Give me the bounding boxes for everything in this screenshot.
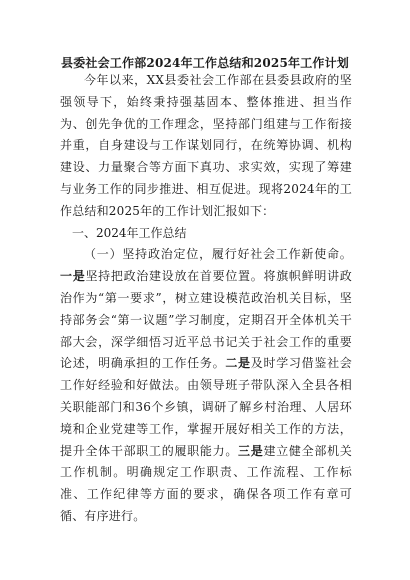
point3-label: 三是: [238, 443, 264, 458]
document-title: 县委社会工作部2024年工作总结和2025年工作计划: [61, 56, 349, 70]
intro-paragraph: 今年以来，XX县委社会工作部在县委县政府的坚强领导下，始终秉持强基固本、整体推进、担当作为、创先争优的工作理念，坚持部门组建与工作衔接并重，自身建设与工作谋划同行，在统筹协调、机构建设、力量聚合等方面下真功、求实效，实现了筹建与业务工作的同步推进、相互促进。现将2024年的工作总结和2025年的工作计划汇报如下：: [60, 73, 352, 218]
section-heading: 一、2024年工作总结: [72, 225, 187, 240]
point2-text: 及时学习借鉴社会工作好经验和好做法。由领导班子带队深入全县各相关职能部门和36个乡镇，调研了解乡村治理、人居环境和企业党建等工作，掌握开展好相关工作的方法，提升全体干部职工的履职能力。: [60, 356, 352, 458]
point2-label: 二是: [225, 356, 251, 371]
point1-label: 一是: [60, 269, 86, 284]
item-paragraph: [60, 244, 352, 527]
document-body: [60, 70, 352, 528]
item-intro: （一）坚持政治定位，履行好社会工作新使命。: [84, 247, 352, 262]
point1-text: 坚持把政治建设放在首要位置。将旗帜鲜明讲政治作为“第一要求”，树立建设模范政治机关目标，坚持部务会“第一议题”学习制度，定期召开全体机关干部大会，深学细悟习近平总书记关于社会工作的重要论述，明确承担的工作任务。: [60, 269, 352, 371]
point3-text: 建立健全部机关工作机制。明确规定工作职责、工作流程、工作标准、工作纪律等方面的要求，确保各项工作有章可循、有序进行。: [60, 443, 352, 523]
